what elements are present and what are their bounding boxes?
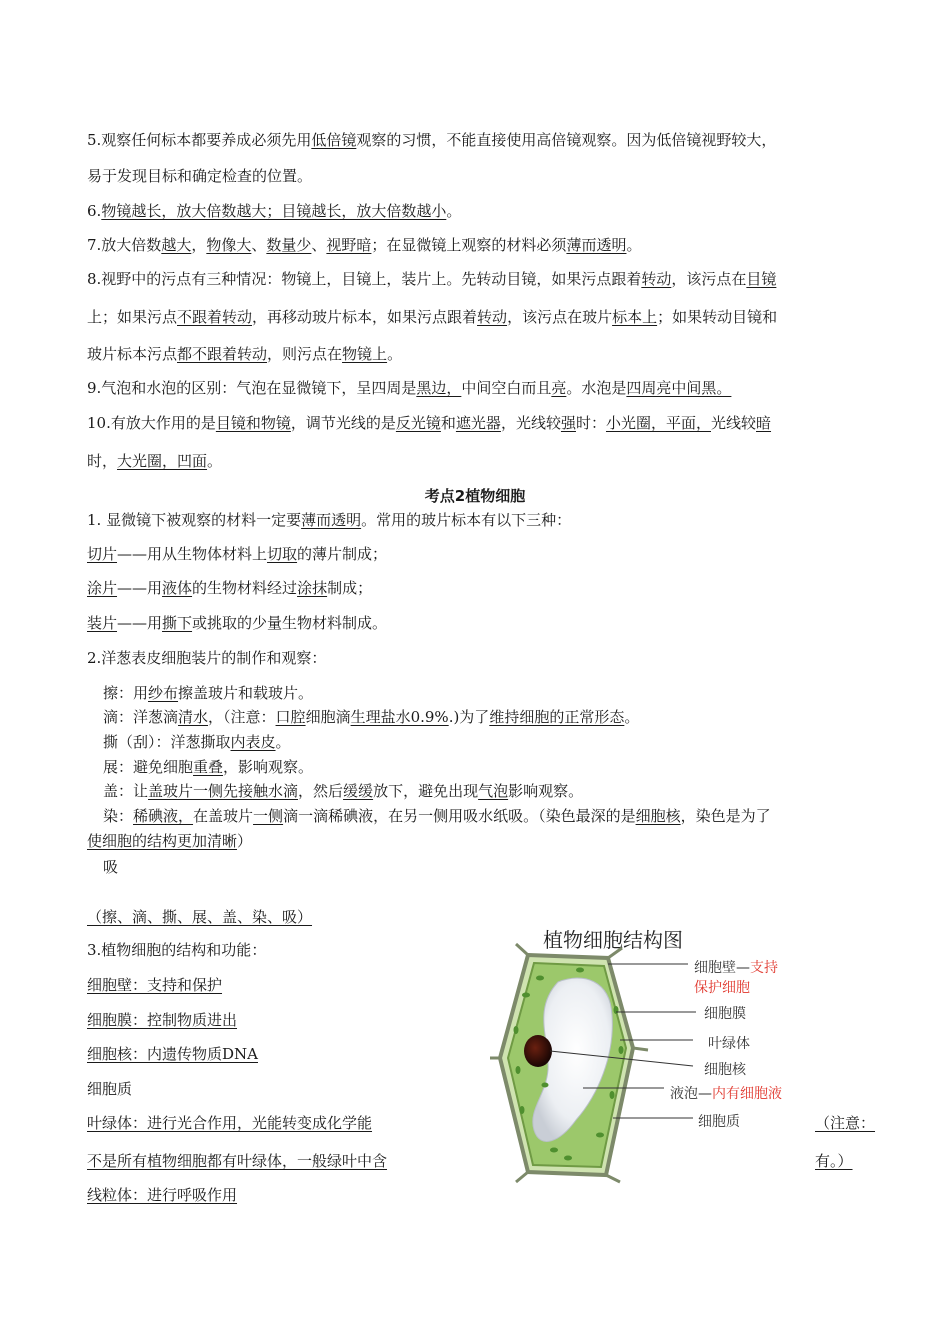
cell-membrane-function: 细胞膜：控制物质进出	[87, 1011, 238, 1029]
step-stain: 染：稀碘液，在盖玻片一侧滴一滴稀碘液，在另一侧用吸水纸吸。（染色最深的是细胞核，染色是为了	[103, 807, 771, 825]
point-10-line-2: 时，大光圈，凹面。	[87, 452, 223, 470]
note-line: 不是所有植物细胞都有叶绿体，一般绿叶中含	[87, 1152, 388, 1170]
slide-type-section: 切片——用从生物体材料上切取的薄片制成；	[87, 545, 388, 563]
label-vacuole: 液泡—内有细胞液	[670, 1086, 782, 1102]
point-6: 6.物镜越长，放大倍数越大；目镜越长，放大倍数越小。	[87, 202, 462, 220]
label-cytoplasm: 细胞质	[698, 1114, 740, 1130]
point-5-line-2: 易于发现目标和确定检查的位置。	[87, 167, 313, 185]
step-absorb: 吸	[103, 858, 119, 876]
steps-summary: （擦、滴、撕、展、盖、染、吸）	[87, 908, 313, 926]
step-drop: 滴：洋葱滴清水，（注意：口腔细胞滴生理盐水0.9%.)为了维持细胞的正常形态。	[103, 708, 640, 726]
point-7: 7.放大倍数越大，物像大、数量少、视野暗；在显微镜上观察的材料必须薄而透明。	[87, 236, 642, 254]
section-heading: 考点2植物细胞	[424, 487, 526, 505]
point-8-line-1: 8.视野中的污点有三种情况：物镜上，目镜上，装片上。先转动目镜，如果污点跟着转动，该污点在目镜	[87, 270, 777, 288]
point-9: 9.气泡和水泡的区别：气泡在显微镜下，呈四周是黑边，中间空白而且亮。水泡是四周亮中间黑。	[87, 379, 732, 397]
section-2-title: 2.洋葱表皮细胞装片的制作和观察：	[87, 649, 327, 667]
step-stain-line-2: 使细胞的结构更加清晰）	[87, 832, 253, 850]
label-cell-membrane: 细胞膜	[704, 1006, 746, 1022]
slide-type-smear: 涂片——用液体的生物材料经过涂抹制成；	[87, 579, 373, 597]
point-8-line-2: 上；如果污点不跟着转动，再移动玻片标本，如果污点跟着转动，该污点在玻片标本上；如果转动目镜和	[87, 308, 778, 326]
plant-cell-figure	[488, 920, 888, 1185]
point-10-line-1: 10.有放大作用的是目镜和物镜，调节光线的是反光镜和遮光器，光线较强时：小光圈，平面，光线较暗	[87, 414, 772, 432]
step-peel: 撕（刮）：洋葱撕取内表皮。	[103, 733, 291, 751]
label-cell-wall-function: 保护细胞	[694, 980, 750, 996]
mitochondria-function: 线粒体：进行呼吸作用	[87, 1186, 238, 1204]
chloroplast-function: 叶绿体：进行光合作用，光能转变成化学能	[87, 1114, 373, 1132]
note-open: （注意：	[815, 1114, 876, 1132]
step-wipe: 擦：用纱布擦盖玻片和载玻片。	[103, 684, 314, 702]
cytoplasm-heading: 细胞质	[87, 1080, 133, 1098]
label-chloroplast: 叶绿体	[708, 1036, 750, 1052]
section-3-title: 3.植物细胞的结构和功能：	[87, 941, 267, 959]
nucleus-function: 细胞核：内遗传物质DNA	[87, 1045, 258, 1063]
step-cover: 盖：让盖玻片一侧先接触水滴，然后缓缓放下，避免出现气泡影响观察。	[103, 782, 584, 800]
note-close: 有。）	[815, 1152, 853, 1170]
nucleus-shape	[524, 1035, 552, 1067]
label-nucleus: 细胞核	[704, 1062, 746, 1078]
step-spread: 展：避免细胞重叠，影响观察。	[103, 758, 314, 776]
label-cell-wall: 细胞壁—支持	[694, 960, 778, 976]
point-8-line-3: 玻片标本污点都不跟着转动，则污点在物镜上。	[87, 345, 403, 363]
point-5-line-1: 5.观察任何标本都要养成必须先用低倍镜观察的习惯，不能直接使用高倍镜观察。因为低倍镜视野较大，	[87, 131, 777, 149]
section-1-intro: 1. 显微镜下被观察的材料一定要薄而透明。常用的玻片标本有以下三种：	[87, 511, 572, 529]
slide-type-mount: 装片——用撕下或挑取的少量生物材料制成。	[87, 614, 388, 632]
cell-wall-function: 细胞壁：支持和保护	[87, 976, 223, 994]
plant-cell-diagram	[488, 920, 888, 1185]
figure-title: 植物细胞结构图	[543, 928, 683, 952]
